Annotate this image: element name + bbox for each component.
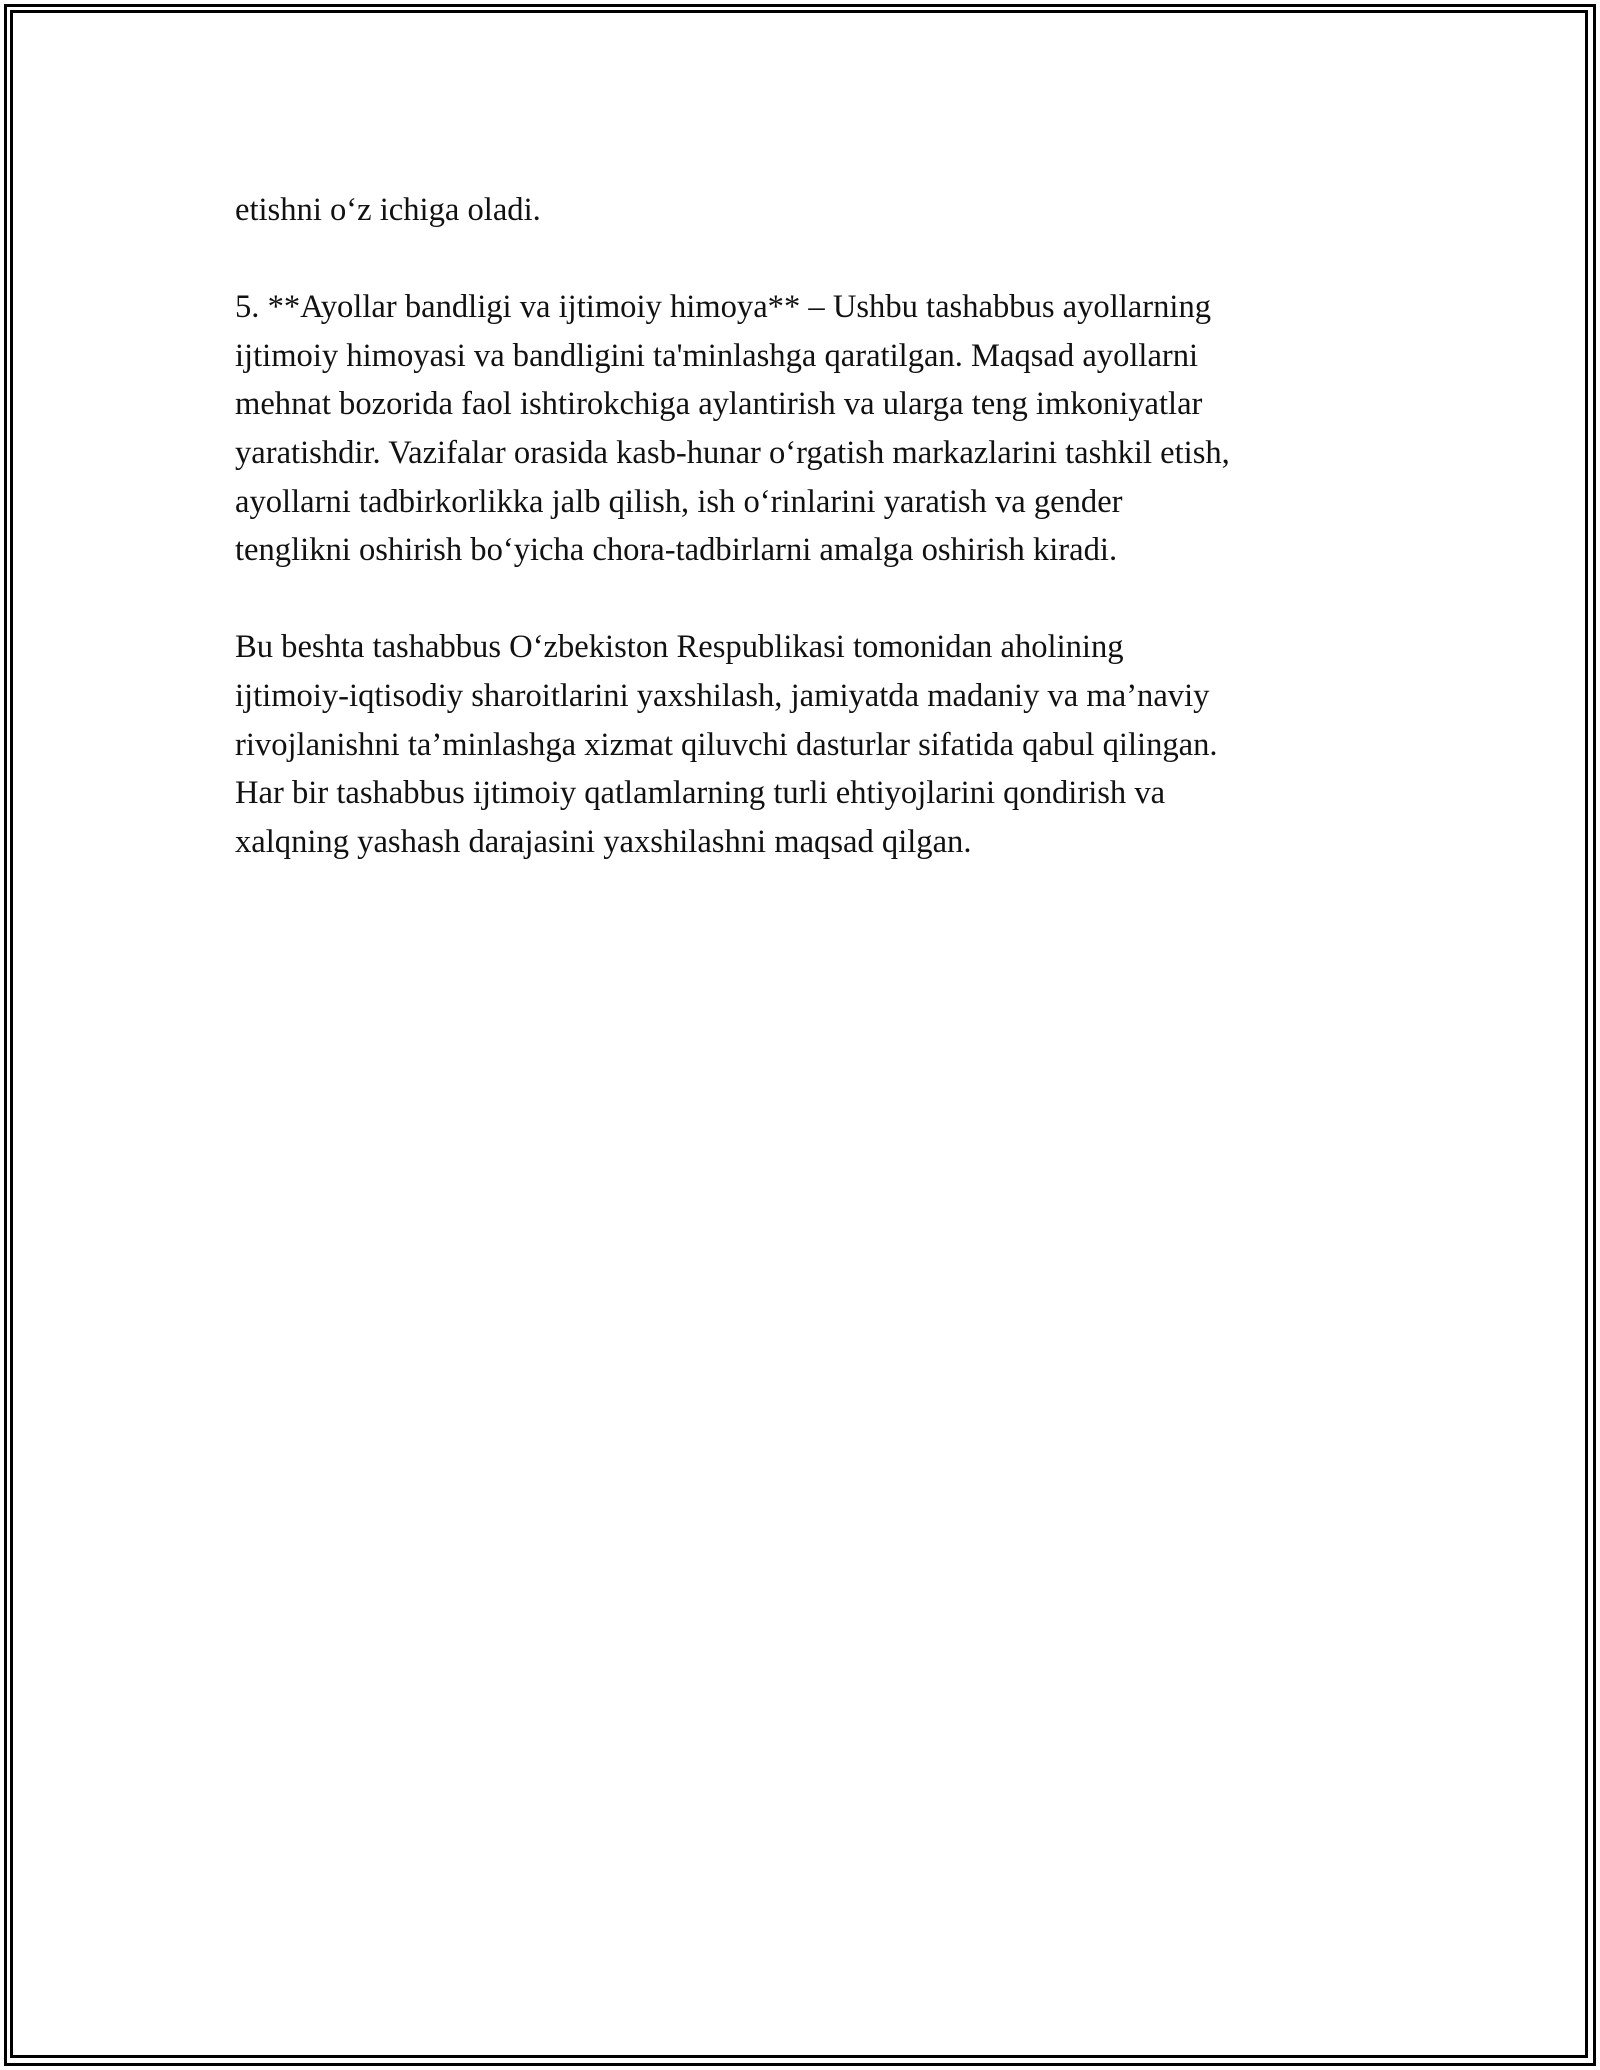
text-line: tenglikni oshirish bo‘yicha chora-tadbirlarni amalga oshirish kiradi.	[235, 532, 1118, 569]
text-line: 5. **Ayollar bandligi va ijtimoiy himoya** – Ushbu tashabbus ayollarning	[235, 289, 1212, 326]
paragraph-continuation	[235, 186, 1385, 235]
text-line: mehnat bozorida faol ishtirokchiga aylantirish va ularga teng imkoniyatlar	[235, 386, 1203, 423]
text-line: ijtimoiy-iqtisodiy sharoitlarini yaxshilash, jamiyatda madaniy va ma’naviy	[235, 677, 1210, 714]
document-body	[235, 186, 1385, 915]
text-line: ayollarni tadbirkorlikka jalb qilish, ish o‘rinlarini yaratish va gender	[235, 483, 1123, 520]
text-line: ijtimoiy himoyasi va bandligini ta'minlashga qaratilgan. Maqsad ayollarni	[235, 337, 1199, 374]
text-line: Bu beshta tashabbus O‘zbekiston Respublikasi tomonidan aholining	[235, 629, 1124, 666]
text-line: Har bir tashabbus ijtimoiy qatlamlarning turli ehtiyojlarini qondirish va	[235, 775, 1166, 812]
text-line: yaratishdir. Vazifalar orasida kasb-hunar o‘rgatish markazlarini tashkil etish,	[235, 434, 1230, 471]
paragraph-womens-employment	[235, 283, 1385, 575]
text-line: rivojlanishni ta’minlashga xizmat qiluvchi dasturlar sifatida qabul qilingan.	[235, 726, 1218, 763]
paragraph-summary	[235, 623, 1385, 866]
text-line: xalqning yashash darajasini yaxshilashni maqsad qilgan.	[235, 823, 972, 860]
text-line: etishni o‘z ichiga oladi.	[235, 192, 541, 228]
